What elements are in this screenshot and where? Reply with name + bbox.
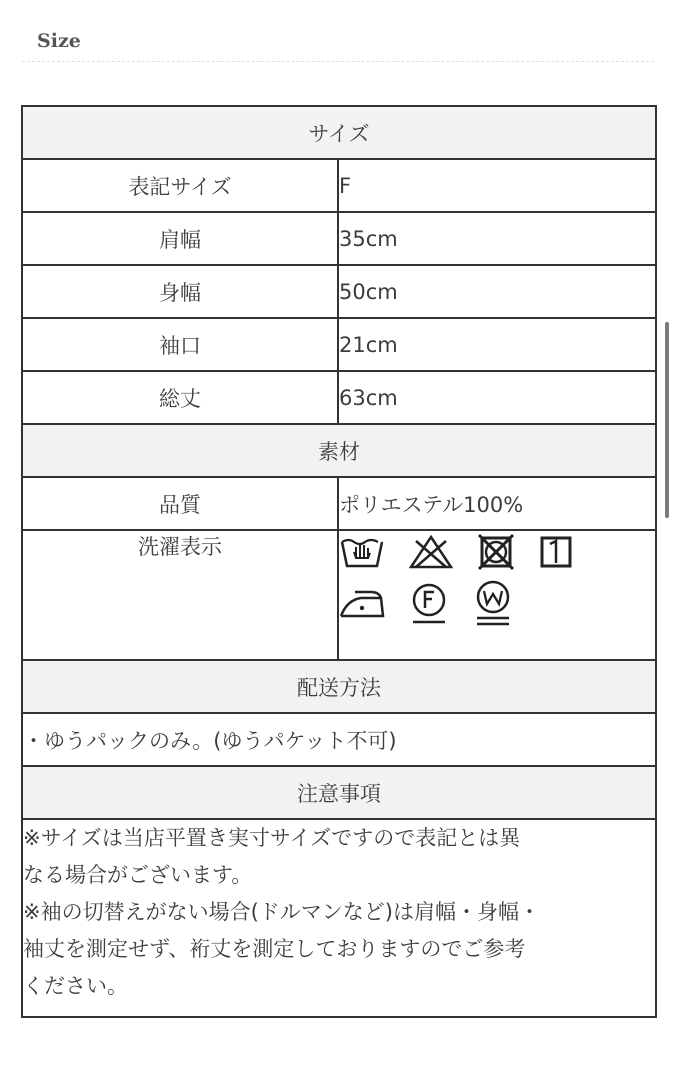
dry-clean-f-icon: [409, 582, 449, 626]
size-label-cell: 表記サイズ: [22, 159, 338, 212]
care-icons-cell: [338, 530, 656, 660]
care-label-cell: 洗濯表示: [22, 530, 338, 660]
notes-header: 注意事項: [22, 766, 656, 819]
table-row: [22, 159, 656, 212]
table-row: [22, 212, 656, 265]
length-label-cell: 総丈: [22, 371, 338, 424]
care-icon-row: [339, 531, 655, 573]
table-row: [22, 530, 656, 660]
table-row: [22, 713, 656, 766]
spec-table: [21, 105, 657, 1018]
section-divider: [22, 61, 654, 62]
chest-label-cell: 身幅: [22, 265, 338, 318]
wet-clean-w-icon: [473, 580, 513, 628]
hand-wash-icon: [339, 533, 385, 571]
table-row: [22, 265, 656, 318]
shipping-header: 配送方法: [22, 660, 656, 713]
table-row: [22, 318, 656, 371]
size-header-row: [22, 106, 656, 159]
quality-label-cell: 品質: [22, 477, 338, 530]
iron-low-icon: [339, 588, 385, 620]
size-header: サイズ: [22, 106, 656, 159]
shoulder-label-cell: 肩幅: [22, 212, 338, 265]
chest-value-cell: 50cm: [338, 265, 656, 318]
cuff-value-cell: 21cm: [338, 318, 656, 371]
notes-header-row: [22, 766, 656, 819]
length-value-cell: 63cm: [338, 371, 656, 424]
shipping-text: ・ゆうパックのみ。(ゆうパケット不可): [22, 713, 656, 766]
line-dry-icon: [539, 535, 573, 569]
size-value-cell: F: [338, 159, 656, 212]
shoulder-value-cell: 35cm: [338, 212, 656, 265]
notes-line: ください。: [23, 974, 128, 998]
section-title: Size: [37, 30, 81, 52]
quality-value-cell: ポリエステル100%: [338, 477, 656, 530]
scrollbar[interactable]: [665, 322, 669, 518]
cuff-label-cell: 袖口: [22, 318, 338, 371]
material-header-row: [22, 424, 656, 477]
table-row: [22, 371, 656, 424]
no-bleach-icon: [409, 534, 453, 570]
care-icon-row: [339, 583, 655, 625]
no-tumble-dry-icon: [477, 533, 515, 571]
material-header: 素材: [22, 424, 656, 477]
notes-line: ※サイズは当店平置き実寸サイズですので表記とは異: [23, 826, 521, 850]
table-row: [22, 819, 656, 1017]
notes-line: 袖丈を測定せず、裄丈を測定しておりますのでご参考: [23, 937, 526, 961]
shipping-header-row: [22, 660, 656, 713]
notes-line: ※袖の切替えがない場合(ドルマンなど)は肩幅・身幅・: [23, 900, 540, 924]
notes-cell: [22, 819, 656, 1017]
table-row: [22, 477, 656, 530]
notes-line: なる場合がございます。: [23, 863, 253, 887]
